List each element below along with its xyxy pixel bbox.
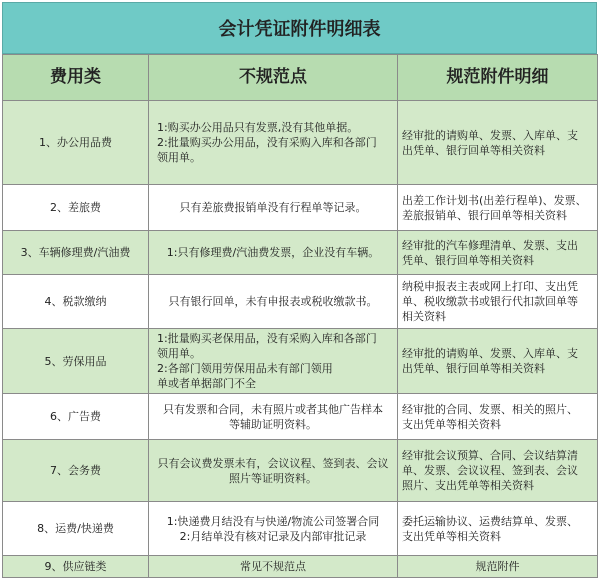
category-cell: 2、差旅费 (3, 185, 149, 231)
category-cell: 8、运费/快递费 (3, 502, 149, 556)
attachment-cell: 经审批的合同、发票、相关的照片、 支出凭单等相关资料 (398, 394, 598, 440)
header-issue: 不规范点 (149, 55, 398, 101)
table-row (3, 275, 598, 329)
issue-cell: 1:批量购买老保用品，没有采购入库和各部门 领用单。 2:各部门领用劳保用品未有部门领用 单或者单据部门不全 (149, 329, 398, 394)
issue-cell: 只有会议费发票未有，会议议程、签到表、会议 照片等证明资料。 (149, 440, 398, 502)
category-cell: 1、办公用品费 (3, 101, 149, 185)
issue-cell: 只有银行回单，未有申报表或税收缴款书。 (149, 275, 398, 329)
voucher-attachment-table (2, 54, 598, 578)
attachment-cell: 出差工作计划书(出差行程单)、发票、 差旅报销单、银行回单等相关资料 (398, 185, 598, 231)
attachment-cell: 经审批的请购单、发票、入库单、支 出凭单、银行回单等相关资料 (398, 101, 598, 185)
table-title: 会计凭证附件明细表 (2, 2, 597, 54)
table-row (3, 394, 598, 440)
table-row (3, 556, 598, 578)
header-category: 费用类 (3, 55, 149, 101)
table-row (3, 329, 598, 394)
category-cell: 3、车辆修理费/汽油费 (3, 231, 149, 275)
issue-cell: 1:快递费月结没有与快递/物流公司签署合同 2:月结单没有核对记录及内部审批记录 (149, 502, 398, 556)
issue-cell: 常见不规范点 (149, 556, 398, 578)
attachment-cell: 经审批的汽车修理清单、发票、支出 凭单、银行回单等相关资料 (398, 231, 598, 275)
attachment-cell: 委托运输协议、运费结算单、发票、 支出凭单等相关资料 (398, 502, 598, 556)
issue-cell: 只有发票和合同，未有照片或者其他广告样本 等辅助证明资料。 (149, 394, 398, 440)
issue-cell: 1:只有修理费/汽油费发票，企业没有车辆。 (149, 231, 398, 275)
attachment-cell: 经审批的请购单、发票、入库单、支 出凭单、银行回单等相关资料 (398, 329, 598, 394)
issue-cell: 1:购买办公用品只有发票,没有其他单据。 2:批量购买办公用品，没有采购入库和各部门 领用单。 (149, 101, 398, 185)
table-row (3, 440, 598, 502)
attachment-cell: 经审批会议预算、合同、会议结算清 单、发票、会议议程、签到表、会议 照片、支出凭单等相关资料 (398, 440, 598, 502)
category-cell: 7、会务费 (3, 440, 149, 502)
category-cell: 4、税款缴纳 (3, 275, 149, 329)
table-row (3, 101, 598, 185)
attachment-cell: 规范附件 (398, 556, 598, 578)
attachment-cell: 纳税申报表主表或网上打印、支出凭 单、税收缴款书或银行代扣款回单等 相关资料 (398, 275, 598, 329)
table-row (3, 502, 598, 556)
table-row (3, 185, 598, 231)
header-row (3, 55, 598, 101)
table-row (3, 231, 598, 275)
category-cell: 6、广告费 (3, 394, 149, 440)
category-cell: 9、供应链类 (3, 556, 149, 578)
category-cell: 5、劳保用品 (3, 329, 149, 394)
header-attachment: 规范附件明细 (398, 55, 598, 101)
issue-cell: 只有差旅费报销单没有行程单等记录。 (149, 185, 398, 231)
